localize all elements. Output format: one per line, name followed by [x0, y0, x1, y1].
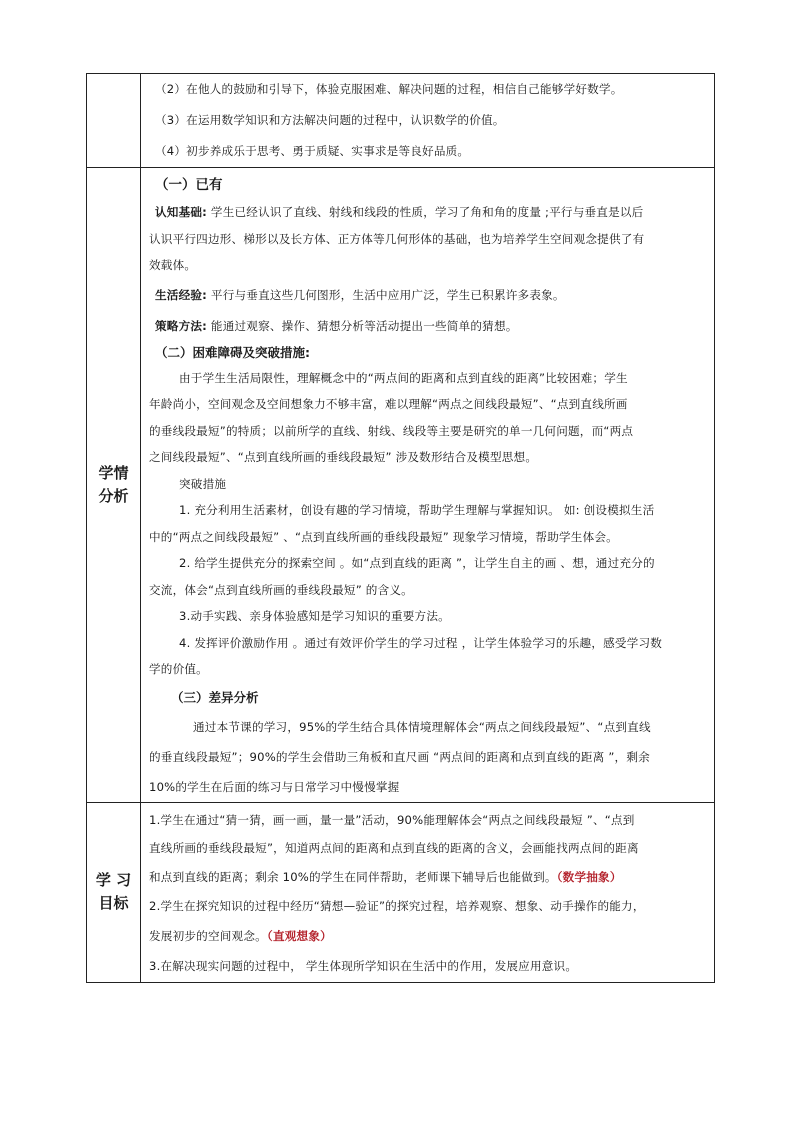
paragraph-line: 的垂线段最短”的特质；以前所学的直线、射线、线段等主要是研究的单一几何问题，而“两点 [149, 423, 634, 438]
goal-1-line: 直线所画的垂线段最短”，知道两点间的距离和点到直线的距离的含义，会画能找两点间的距离 [149, 841, 639, 855]
core-literacy-tag-intuitive-imagination: （直观想象） [266, 929, 332, 943]
empty-label-cell [87, 74, 141, 168]
cognitive-basis-line [149, 199, 708, 226]
paragraph-line: 10%的学生在后面的练习与日常学习中慢慢掌握 [149, 779, 400, 794]
section-heading-existing: （一）已有 [155, 177, 223, 193]
goal-2-line [149, 921, 708, 951]
life-experience-label: 生活经验: [155, 287, 208, 302]
life-experience-line [149, 279, 708, 311]
learning-goals-row [87, 802, 715, 983]
learner-analysis-row [87, 168, 715, 803]
cognitive-basis-label: 认知基础: [155, 205, 208, 219]
core-literacy-tag-math-abstraction: （数学抽象） [556, 869, 622, 884]
paragraph-line: 认识平行四边形、梯形以及长方体、正方体等几何形体的基础，也为培养学生空间观念提供了有 [149, 231, 645, 246]
label-line: 目标 [98, 894, 129, 913]
measures-title: 突破措施 [179, 476, 227, 491]
goal-1-line [149, 863, 708, 892]
measure-1-line: 中的“两点之间线段最短” 、“点到直线所画的垂线段最短” 现象学习情境，帮助学生体会。 [149, 529, 618, 544]
goal-3-line: 3.在解决现实问题的过程中， 学生体现所学知识在生活中的作用，发展应用意识。 [149, 959, 578, 973]
goal-line-3: （3）在运用数学知识和方法解决问题的过程中，认识数学的价值。 [155, 113, 505, 127]
goal-line-4: （4）初步养成乐于思考、勇于质疑、实事求是等良好品质。 [155, 144, 470, 158]
lesson-plan-table [86, 73, 715, 983]
paragraph-line: 通过本节课的学习，95%的学生结合具体情境理解体会“两点之间线段最短”、“点到直线 [193, 719, 651, 734]
section-heading-difficulties: （二）困难障碍及突破措施: [155, 344, 310, 360]
strategy-label: 策略方法: [155, 318, 208, 333]
goal-1-line: 1.学生在通过“猜一猜，画一画，量一量”活动，90%能理解体会“两点之间线段最短 ”、“点到 [149, 812, 635, 827]
paragraph-line: 效载体。 [149, 258, 197, 272]
goal-2-text: 发展初步的空间观念。 [149, 929, 267, 943]
paragraph-line: 年龄尚小，空间观念及空间想象力不够丰富，难以理解“两点之间线段最短”、“点到直线所画 [149, 397, 628, 411]
goal-2-line: 2.学生在探究知识的过程中经历“猜想—验证”的探究过程，培养观察、想象、动手操作的能力， [149, 899, 645, 913]
measure-2-line: 2. 给学生提供充分的探索空间 。如“点到直线的距离 ”，让学生自主的画 、想，通过充分的 [179, 556, 655, 570]
label-line: 学 习 [95, 871, 132, 890]
learning-goals-content [141, 802, 715, 983]
strategy-line [149, 311, 708, 341]
paragraph-line: 之间线段最短”、“点到直线所画的垂线段最短” 涉及数形结合及模型思想。 [149, 450, 538, 464]
learning-goals-label [87, 802, 141, 983]
life-experience-text: 平行与垂直这些几何图形，生活中应用广泛，学生已积累许多表象。 [207, 287, 565, 302]
goals-continuation-row [87, 74, 715, 168]
strategy-text: 能通过观察、操作、猜想分析等活动提出一些简单的猜想。 [207, 318, 518, 333]
goals-continuation-cell [141, 74, 715, 168]
measure-3-line: 3.动手实践、亲身体验感知是学习知识的重要方法。 [179, 609, 450, 623]
goal-1-text: 和点到直线的距离；剩余 10%的学生在同伴帮助，老师课下辅导后也能做到。 [149, 869, 557, 884]
paragraph-line: 的垂直线段最短”；90%的学生会借助三角板和直尺画 “两点间的距离和点到直线的距离 ”，剩余 [149, 749, 650, 764]
label-line: 分析 [98, 486, 129, 505]
measure-4-line: 4. 发挥评价激励作用 。通过有效评价学生的学习过程 ，让学生体验学习的乐趣，感受学习数 [179, 635, 663, 650]
paragraph-line: 由于学生生活局限性，理解概念中的“两点间的距离和点到直线的距离”比较困难；学生 [179, 370, 628, 385]
learner-analysis-content [141, 168, 715, 803]
measure-1-line: 1. 充分利用生活素材，创设有趣的学习情境，帮助学生理解与掌握知识。 如: 创设模拟生活 [179, 503, 655, 517]
learner-analysis-label [87, 168, 141, 803]
label-line: 学情 [98, 463, 129, 482]
measure-4-line: 学的价值。 [149, 662, 208, 676]
section-heading-difference: （三）差异分析 [171, 689, 259, 705]
measure-2-line: 交流，体会“点到直线所画的垂线段最短” 的含义。 [149, 582, 413, 597]
goal-line-2: （2）在他人的鼓励和引导下，体验克服困难、解决问题的过程，相信自己能够学好数学。 [155, 82, 623, 96]
cognitive-basis-text: 学生已经认识了直线、射线和线段的性质，学习了角和角的度量 ;平行与垂直是以后 [207, 205, 644, 219]
